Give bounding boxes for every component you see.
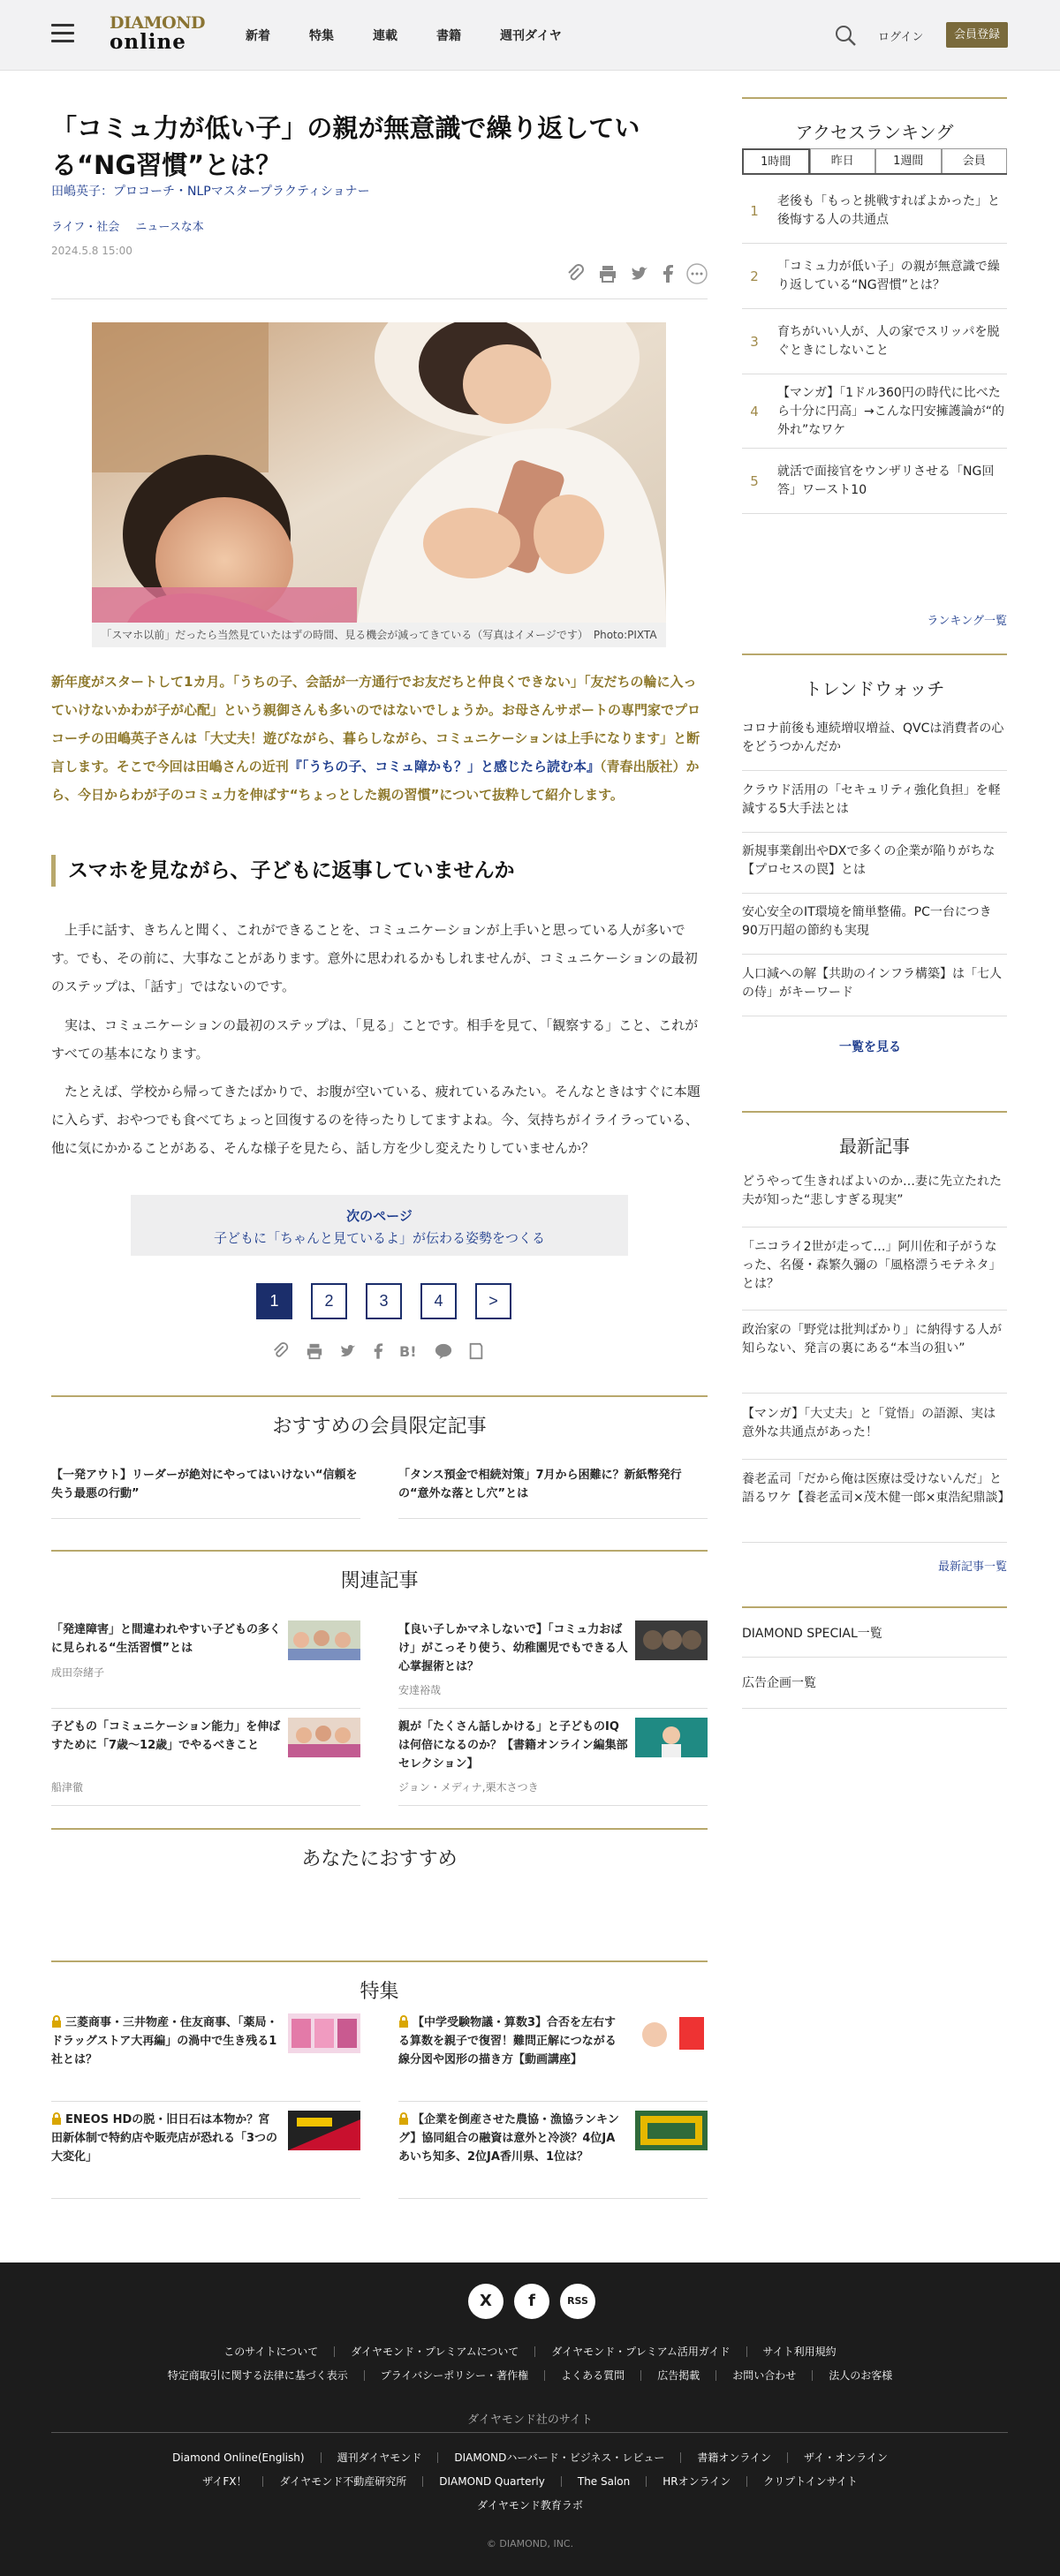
- logo-text-top: DIAMOND: [110, 13, 206, 33]
- article-title: 「コミュ力が低い子」の親が無意識で繰り返している“NG習慣”とは？: [51, 113, 640, 180]
- lock-icon: [398, 2015, 409, 2028]
- trend-title: トレンドウォッチ: [804, 678, 945, 699]
- related-item-author: 船津徹: [51, 1781, 84, 1794]
- page-next[interactable]: >: [475, 1283, 511, 1319]
- related-item-author: ジョン・メディナ,栗木さつき: [398, 1781, 539, 1794]
- feature-thumbnail: [288, 2013, 360, 2053]
- ranking-item[interactable]: [742, 178, 1007, 244]
- ranking-item[interactable]: [742, 244, 1007, 309]
- nav-weekly[interactable]: 週刊ダイヤ: [500, 29, 562, 43]
- member-articles-list: [51, 1466, 708, 1519]
- lock-icon: [398, 2112, 409, 2125]
- pagination: [256, 1283, 511, 1319]
- footer-link[interactable]: ザイFX！: [202, 2475, 247, 2488]
- rss-icon[interactable]: RSS: [560, 2284, 595, 2319]
- footer-link[interactable]: 書籍オンライン: [680, 2452, 787, 2463]
- ranking-item[interactable]: [742, 374, 1007, 449]
- related-title: 関連記事: [340, 1570, 419, 1592]
- social-links: [468, 2284, 595, 2319]
- tab-yesterday[interactable]: 昨日: [810, 148, 876, 173]
- menu-icon[interactable]: [51, 24, 74, 43]
- group-sites-title: ダイヤモンド社のサイト: [467, 2414, 593, 2427]
- latest-section: [742, 1111, 1007, 1164]
- lock-icon: [51, 2112, 62, 2125]
- latest-item[interactable]: 【マンガ】「大丈夫」と「覚悟」の語源、実は意外な共通点があった！: [742, 1405, 1007, 1460]
- footer-link[interactable]: ザイ・オンライン: [787, 2452, 904, 2463]
- related-item-title: 親が「たくさん話しかける」と子どものIQは何倍になるのか？【書籍オンライン編集部セレクション】: [398, 1720, 628, 1771]
- footer-link[interactable]: よくある質問: [544, 2370, 640, 2381]
- feature-item[interactable]: [398, 2013, 708, 2102]
- footer-link[interactable]: DIAMONDハーバード・ビジネス・レビュー: [437, 2452, 680, 2463]
- footer-link[interactable]: ダイヤモンド・プレミアム活用ガイド: [534, 2346, 746, 2357]
- page-1[interactable]: 1: [256, 1283, 292, 1319]
- ranking-more-link[interactable]: ランキング一覧: [927, 615, 1007, 628]
- trend-item[interactable]: 人口減への解【共助のインフラ構築】は「七人の侍」がキーワード: [742, 965, 1007, 1016]
- facebook-icon[interactable]: f: [514, 2284, 549, 2319]
- twitter-icon[interactable]: [630, 264, 649, 283]
- svg-text:B!: B!: [399, 1343, 417, 1360]
- paragraph-2: 実は、コミュニケーションの最初のステップは、「見る」ことです。相手を見て、「観察する」こと、これがすべての基本になります。: [51, 1017, 699, 1061]
- feature-section: [51, 1960, 708, 2013]
- group-sites-2: [0, 2475, 1060, 2488]
- trend-more-link[interactable]: 一覧を見る: [839, 1040, 901, 1054]
- related-thumbnail: [635, 1718, 708, 1757]
- footer-link[interactable]: このサイトについて: [223, 2346, 319, 2358]
- related-item-author: 安達裕哉: [398, 1684, 442, 1696]
- footer-link[interactable]: プライバシーポリシー・著作権: [364, 2370, 544, 2381]
- divider: [51, 298, 708, 299]
- related-item-title: 子どもの「コミュニケーション能力」を伸ばすために「7歳～12歳」でやるべきこと: [51, 1720, 281, 1752]
- feature-item[interactable]: [51, 2111, 360, 2199]
- latest-item[interactable]: 政治家の「野党は批判ばかり」に納得する人が知らない、発言の裏にある“本当の狙い”: [742, 1321, 1007, 1394]
- pocket-icon[interactable]: [468, 1342, 484, 1360]
- lock-icon: [51, 2015, 62, 2028]
- article-tags: [51, 217, 216, 234]
- footer-link[interactable]: お問い合わせ: [716, 2370, 812, 2381]
- footer-link[interactable]: 法人のお客様: [812, 2370, 908, 2381]
- next-page-button[interactable]: [131, 1195, 628, 1256]
- footer-links-1: [0, 2346, 1060, 2358]
- related-item[interactable]: [51, 1718, 360, 1806]
- x-icon[interactable]: X: [468, 2284, 504, 2319]
- trend-item[interactable]: コロナ前後も連続増収増益、QVCは消費者の心をどうつかんだか: [742, 720, 1007, 771]
- feature-item-title: ENEOS HDの脱・旧日石は本物か？宮田新体制で特約店や販売店が恐れる「3つの大変化」: [51, 2113, 278, 2164]
- rank-number: 3: [750, 334, 759, 350]
- page-4[interactable]: 4: [420, 1283, 457, 1319]
- footer-link[interactable]: クリプトインサイト: [746, 2476, 874, 2487]
- line-icon[interactable]: [435, 1342, 452, 1360]
- paragraph-3: たとえば、学校から帰ってきたばかりで、お腹が空いている、疲れているみたい。そんなときはすぐに本題に入らず、おやつでも食べてちょっと回復するのを待ったりしてますよね。今、気持ちがイライラっている、他に気にかかることがある、そんな様子を見たら、話し方を少し変えたりしていませんか？: [51, 1084, 700, 1156]
- register-button[interactable]: 会員登録: [946, 22, 1008, 48]
- feature-item[interactable]: [398, 2111, 708, 2199]
- footer-link[interactable]: The Salon: [561, 2476, 646, 2487]
- latest-item[interactable]: 「ニコライ2世が走って…」阿川佐和子がうなった、名優・森繁久彌の「風格漂うモテネタ」とは？: [742, 1238, 1007, 1311]
- print-icon[interactable]: [306, 1342, 323, 1360]
- related-section: [51, 1550, 708, 1603]
- feature-item-title: 【企業を倒産させた農協・漁協ランキング】協同組合の融資は意外と冷淡？4位JAあいち知多、2位JA香川県、1位は？: [398, 2113, 619, 2164]
- rank-number: 1: [750, 203, 759, 219]
- hatena-icon[interactable]: [399, 1342, 419, 1360]
- footer-link[interactable]: サイト利用規約: [746, 2346, 852, 2357]
- footer-link[interactable]: HRオンライン: [646, 2476, 746, 2487]
- feature-thumbnail: [635, 2013, 708, 2053]
- footer-link[interactable]: Diamond Online(English): [172, 2451, 305, 2464]
- article-photo: [92, 322, 666, 623]
- tag-life[interactable]: ライフ・社会: [51, 221, 120, 234]
- ranking-section: [742, 97, 1007, 150]
- twitter-icon[interactable]: [339, 1342, 357, 1360]
- page-2[interactable]: 2: [311, 1283, 347, 1319]
- recommend-title: あなたにおすすめ: [301, 1848, 458, 1870]
- logo-text-bottom: online: [110, 30, 186, 54]
- page-3[interactable]: 3: [366, 1283, 402, 1319]
- footer-link[interactable]: DIAMOND Quarterly: [422, 2476, 561, 2487]
- feature-item[interactable]: [51, 2013, 360, 2102]
- feature-item-title: 三菱商事・三井物産・住友商事、「薬局・ドラッグストア大再編」の渦中で生き残る1社とは？: [51, 2016, 278, 2066]
- article-lead: [51, 668, 708, 809]
- member-article-item[interactable]: 【一発アウト】リーダーが絶対にやってはいけない“信頼を失う最悪の行動”: [51, 1466, 360, 1519]
- rank-title: 就活で面接官をウンザリさせる「NG回答」ワースト10: [777, 465, 995, 497]
- ranking-item[interactable]: [742, 449, 1007, 514]
- related-item-title: 「発達障害」と間違われやすい子どもの多くに見られる“生活習慣”とは: [51, 1623, 282, 1655]
- facebook-icon[interactable]: [373, 1342, 383, 1360]
- nav-series[interactable]: 連載: [373, 29, 398, 43]
- clip-icon[interactable]: [272, 1342, 290, 1360]
- feature-title: 特集: [360, 1981, 399, 2003]
- rank-title: 育ちがいい人が、人の家でスリッパを脱ぐときにしないこと: [777, 325, 1000, 358]
- share-bar-top: [566, 263, 708, 284]
- section-heading: スマホを見ながら、子どもに返事していませんか: [51, 855, 708, 887]
- facebook-icon[interactable]: [662, 264, 674, 283]
- footer-link[interactable]: 広告掲載: [640, 2370, 716, 2381]
- trend-item[interactable]: 安心安全のIT環境を簡単整備。PC一台につき90万円超の節約も実現: [742, 903, 1007, 955]
- related-thumbnail: [288, 1718, 360, 1757]
- trend-section: [742, 653, 1007, 706]
- book-link[interactable]: 『「うちの子、コミュ障かも？」と感じたら読む本』: [288, 759, 601, 774]
- more-icon[interactable]: [686, 263, 708, 284]
- latest-more-link[interactable]: 最新記事一覧: [937, 1560, 1007, 1574]
- group-sites-3: [0, 2499, 1060, 2512]
- feature-thumbnail: [635, 2111, 708, 2150]
- print-icon[interactable]: [598, 264, 617, 283]
- ad-list-link[interactable]: 広告企画一覧: [742, 1658, 1007, 1709]
- footer-link[interactable]: ダイヤモンド・プレミアムについて: [334, 2346, 534, 2357]
- nav-books[interactable]: 書籍: [436, 29, 461, 43]
- rank-number: 4: [750, 404, 759, 419]
- tag-book-news[interactable]: ニュースな本: [135, 221, 204, 234]
- footer-link[interactable]: ダイヤモンド教育ラボ: [477, 2499, 583, 2512]
- search-icon[interactable]: [834, 24, 857, 47]
- related-item[interactable]: [398, 1718, 708, 1806]
- lead-text-2: （青春出版社）から、今日からわが子のコミュ力を伸ばす“ちょっとした親の習慣”について抜粋して紹介します。: [51, 759, 700, 803]
- diamond-special-link[interactable]: DIAMOND SPECIAL一覧: [742, 1606, 1007, 1658]
- rank-title: 老後も「もっと挑戦すればよかった」と後悔する人の共通点: [777, 194, 1000, 227]
- rank-number: 5: [750, 473, 759, 489]
- related-thumbnail: [635, 1620, 708, 1660]
- related-item-title: 【良い子しかマネしないで】「コミュ力おばけ」がこっそり使う、幼稚園児でもできる人心掌握術とは？: [398, 1623, 628, 1673]
- nav-feature[interactable]: 特集: [309, 29, 334, 43]
- share-bar-bottom: [272, 1342, 484, 1360]
- trend-item[interactable]: 新規事業創出やDXで多くの企業が陥りがちな【プロセスの罠】とは: [742, 842, 1007, 894]
- group-sites-1: [0, 2451, 1060, 2464]
- latest-title: 最新記事: [839, 1136, 910, 1157]
- member-articles-title: おすすめの会員限定記事: [272, 1416, 487, 1438]
- related-item[interactable]: [398, 1620, 708, 1709]
- footer-link[interactable]: ダイヤモンド不動産研究所: [262, 2476, 422, 2487]
- related-item-author: 成田奈緒子: [51, 1666, 105, 1679]
- ranking-tabs: [742, 148, 1007, 175]
- clip-icon[interactable]: [566, 264, 586, 283]
- next-page-label: 次のページ: [346, 1208, 413, 1224]
- global-nav: [246, 26, 601, 44]
- member-article-item[interactable]: 「タンス預金で相続対策」7月から困難に？新紙幣発行の“意外な落とし穴”とは: [398, 1466, 708, 1519]
- tab-member[interactable]: 会員: [942, 148, 1008, 173]
- login-link[interactable]: ログイン: [878, 31, 924, 44]
- paragraph-1: 上手に話す、きちんと聞く、これができることを、コミュニケーションが上手いと思っている人が多いです。でも、その前に、大事なことがあります。意外に思われるかもしれませんが、コミュニケーションの最初のステップは、「話す」ではないのです。: [51, 922, 698, 994]
- ranking-item[interactable]: [742, 309, 1007, 374]
- article-author[interactable]: 田嶋英子：プロコーチ・NLPマスタープラクティショナー: [51, 185, 370, 199]
- footer-link[interactable]: 週刊ダイヤモンド: [321, 2452, 438, 2463]
- footer-link[interactable]: 特定商取引に関する法律に基づく表示: [167, 2369, 348, 2382]
- rank-title: 【マンガ】「1ドル360円の時代に比べたら十分に円高」→こんな円安擁護論が“的外れ”なワケ: [777, 385, 1004, 437]
- trend-item[interactable]: クラウド活用の「セキュリティ強化負担」を軽減する5大手法とは: [742, 782, 1007, 833]
- feature-item-title: 【中学受験物議・算数3】合否を左右する算数を親子で復習！難問正解につながる線分図や図形の描き方【動画講座】: [398, 2016, 617, 2066]
- lead-text-1: 新年度がスタートして1カ月。「うちの子、会話が一方通行でお友だちと仲良くできない」「友だちの輪に入っていけないかわが子が心配」という親御さんも多いのではないでしょうか。お母さんサポートの専門家でプロコーチの田嶋英子さんは「大丈夫！遊びながら、暮らしながら、コミュニケーションは上手になります」と断言します。そこで今回は田嶋さんの近刊: [51, 674, 701, 774]
- feature-thumbnail: [288, 2111, 360, 2150]
- rank-title: 「コミュ力が低い子」の親が無意識で繰り返している“NG習慣”とは？: [777, 260, 1000, 292]
- site-logo[interactable]: [110, 13, 206, 57]
- tab-1hour[interactable]: 1時間: [742, 148, 810, 173]
- footer-links-2: [0, 2369, 1060, 2382]
- site-footer: [0, 2262, 1060, 2576]
- member-articles-section: [51, 1395, 708, 1457]
- site-header: [0, 0, 1060, 71]
- article-date: 2024.5.8 15:00: [51, 245, 132, 257]
- next-page-title: 子どもに「ちゃんと見ているよ」が伝わる姿勢をつくる: [213, 1230, 545, 1246]
- latest-item[interactable]: どうやって生きればよいのか…妻に先立たれた夫が知った“悲しすぎる現実”: [742, 1173, 1007, 1228]
- latest-item[interactable]: 養老孟司「だから俺は医療は受けないんだ」と語るワケ【養老孟司×茂木健一郎×東浩紀鼎談】: [742, 1470, 1007, 1543]
- photo-caption: 「スマホ以前」だったら当然見ていたはずの時間、見る機会が減ってきている（写真はイメージです） Photo:PIXTA: [92, 623, 666, 647]
- copyright: © DIAMOND, INC.: [486, 2538, 574, 2550]
- related-item[interactable]: [51, 1620, 360, 1709]
- rank-number: 2: [750, 268, 759, 284]
- nav-new[interactable]: 新着: [246, 29, 270, 43]
- related-thumbnail: [288, 1620, 360, 1660]
- tab-week[interactable]: 1週間: [875, 148, 942, 173]
- footer-divider: [51, 2432, 1008, 2433]
- ranking-title: アクセスランキング: [795, 122, 954, 143]
